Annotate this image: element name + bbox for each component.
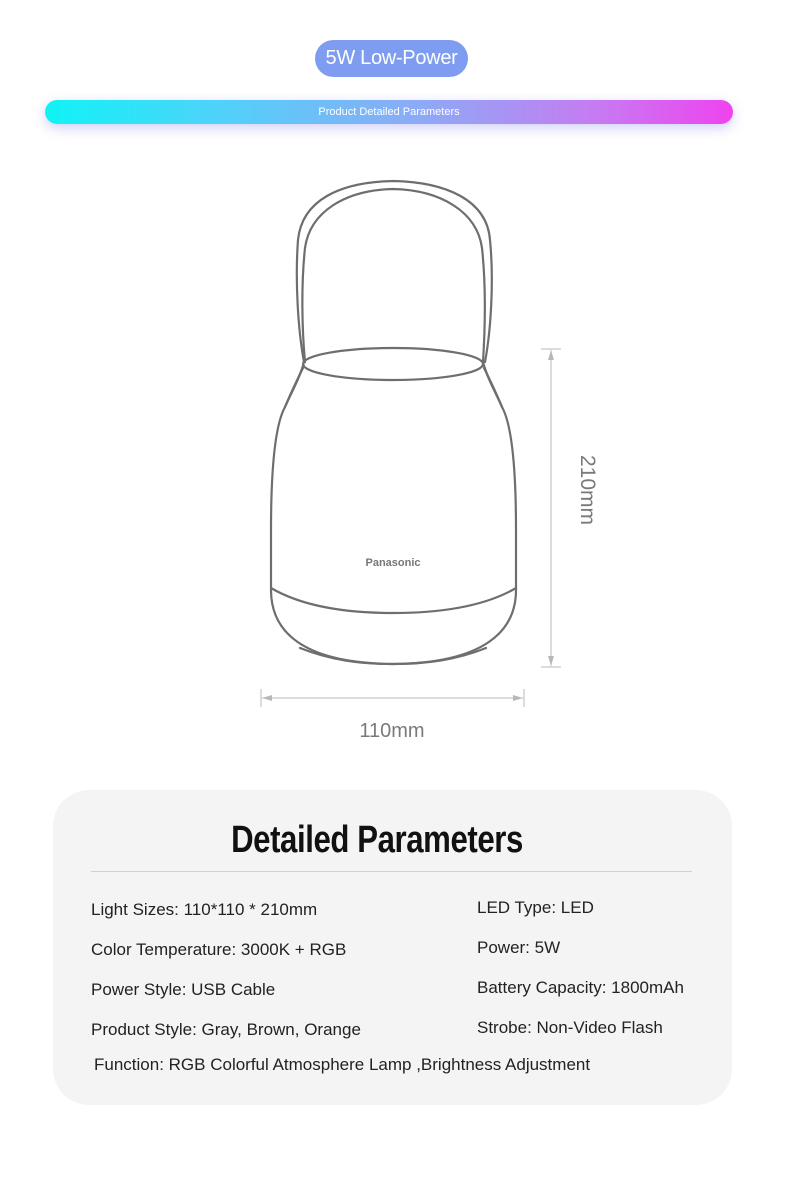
param-light-sizes: Light Sizes: 110*110 * 210mm (91, 900, 318, 919)
width-dimension-label: 110mm (359, 720, 425, 742)
param-battery-capacity: Battery Capacity: 1800mAh (477, 978, 684, 997)
param-color-temperature: Color Temperature: 3000K + RGB (91, 940, 347, 959)
param-led-type: LED Type: LED (477, 898, 594, 917)
lamp-handle-outer (297, 181, 492, 362)
param-product-style: Product Style: Gray, Brown, Orange (91, 1020, 361, 1039)
param-power-style: Power Style: USB Cable (91, 980, 276, 999)
parameters-title: Detailed Parameters (231, 819, 523, 861)
lamp-top-rim (303, 348, 483, 380)
param-strobe: Strobe: Non-Video Flash (477, 1018, 663, 1037)
lamp-brand-label: Panasonic (365, 557, 421, 569)
lamp-handle-inner (302, 189, 484, 362)
height-dimension-label: 210mm (576, 454, 599, 526)
lamp-foot (300, 648, 486, 664)
lamp-body (271, 362, 516, 664)
parameters-divider (91, 871, 692, 872)
section-banner: Product Detailed Parameters (45, 100, 733, 124)
low-power-badge: 5W Low-Power (315, 40, 468, 77)
lamp-base-band (271, 588, 516, 613)
param-function: Function: RGB Colorful Atmosphere Lamp ,Brightness Adjustment (94, 1055, 591, 1074)
lamp-dimension-drawing (0, 140, 789, 780)
param-power: Power: 5W (477, 938, 561, 957)
